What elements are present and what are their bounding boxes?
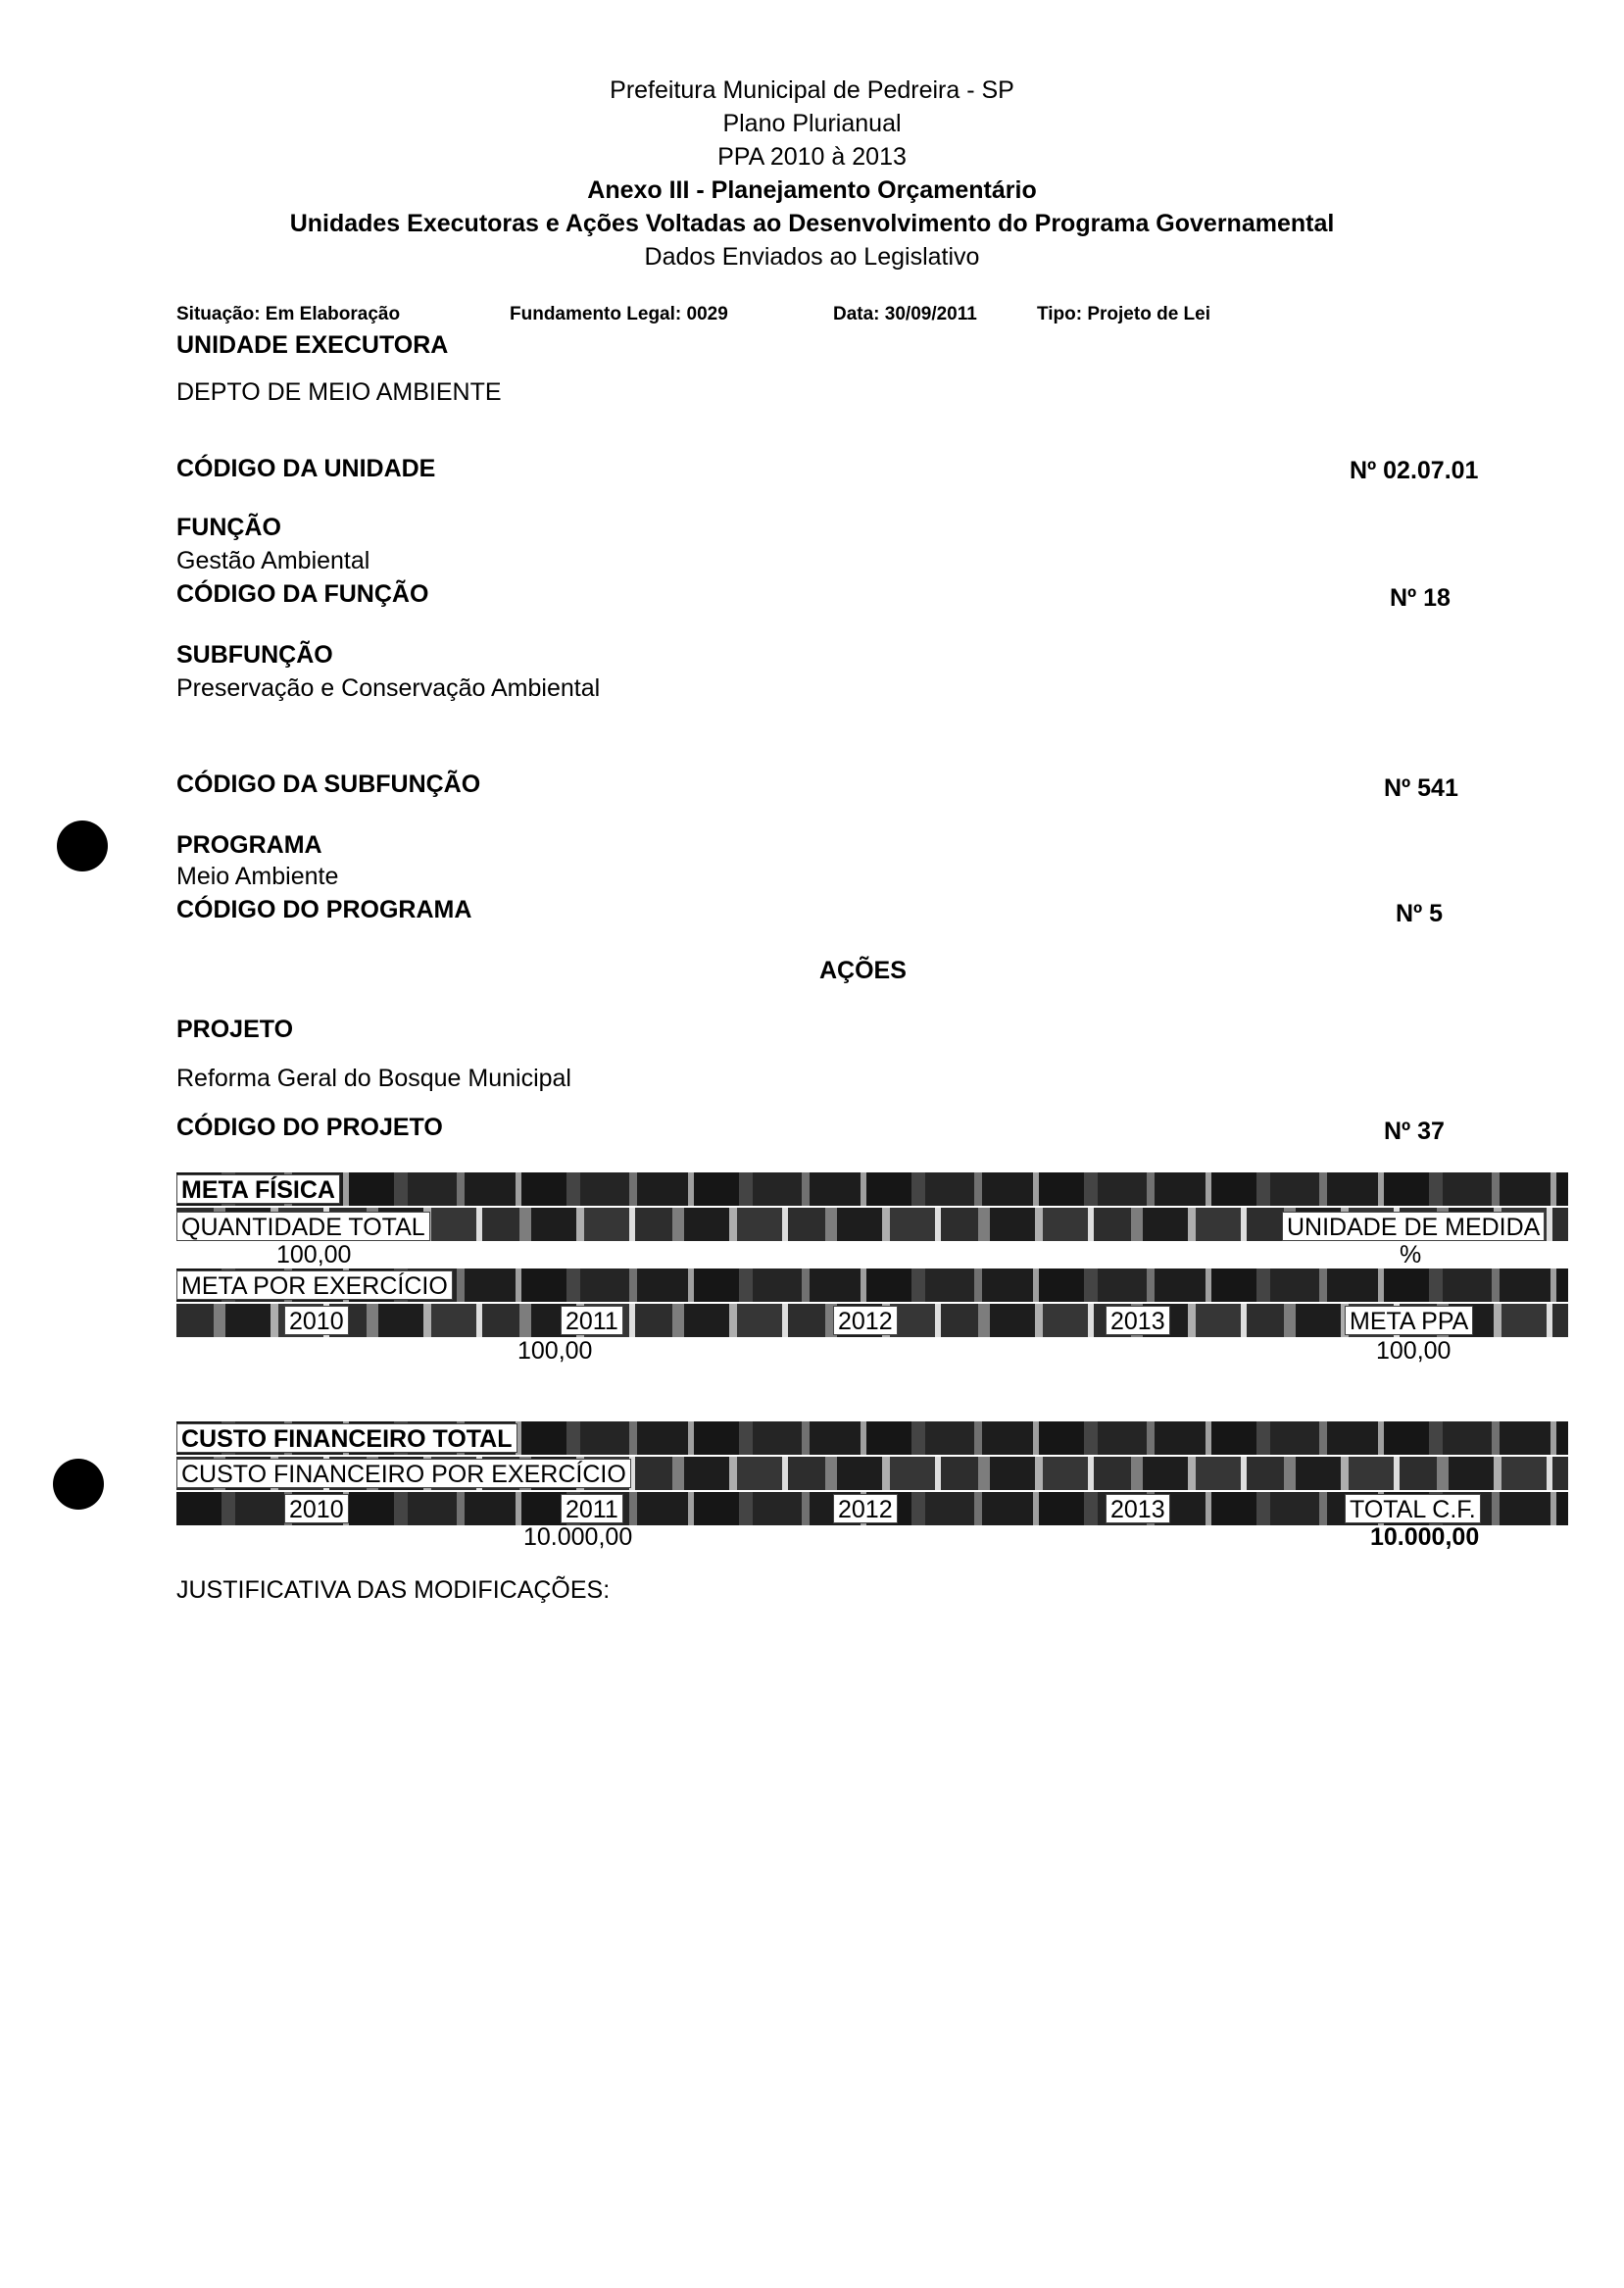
funcao-label: FUNÇÃO <box>176 514 281 541</box>
custo-year-2010: 2010 <box>284 1494 349 1523</box>
projeto-value: Reforma Geral do Bosque Municipal <box>176 1065 571 1092</box>
header-line-1: Prefeitura Municipal de Pedreira - SP <box>610 76 1014 104</box>
codigo-programa-label: CÓDIGO DO PROGRAMA <box>176 896 472 923</box>
fundamento-legal: Fundamento Legal: 0029 <box>510 304 728 324</box>
unidade-medida-value: % <box>1400 1241 1422 1268</box>
acoes-title: AÇÕES <box>819 957 907 984</box>
codigo-programa-value: Nº 5 <box>1396 900 1444 927</box>
meta-por-exercicio-label: META POR EXERCÍCIO <box>176 1270 453 1300</box>
header-line-3: PPA 2010 à 2013 <box>717 143 907 171</box>
custo-por-exercicio-label: CUSTO FINANCEIRO POR EXERCÍCIO <box>176 1459 631 1488</box>
meta-year-2013: 2013 <box>1106 1306 1170 1335</box>
header-line-4: Anexo III - Planejamento Orçamentário <box>587 176 1037 204</box>
codigo-projeto-value: Nº 37 <box>1384 1118 1445 1145</box>
justificativa-label: JUSTIFICATIVA DAS MODIFICAÇÕES: <box>176 1576 611 1604</box>
subfuncao-value: Preservação e Conservação Ambiental <box>176 674 601 702</box>
meta-ppa-label: META PPA <box>1345 1306 1473 1335</box>
codigo-unidade-value: Nº 02.07.01 <box>1350 457 1479 484</box>
data: Data: 30/09/2011 <box>833 304 977 324</box>
meta-2011-value: 100,00 <box>517 1337 593 1365</box>
tipo: Tipo: Projeto de Lei <box>1037 304 1210 324</box>
funcao-value: Gestão Ambiental <box>176 547 370 574</box>
meta-year-2012: 2012 <box>833 1306 898 1335</box>
codigo-funcao-value: Nº 18 <box>1390 584 1451 612</box>
projeto-label: PROJETO <box>176 1016 294 1043</box>
codigo-unidade-label: CÓDIGO DA UNIDADE <box>176 455 436 482</box>
codigo-projeto-label: CÓDIGO DO PROJETO <box>176 1114 443 1141</box>
custo-year-2011: 2011 <box>561 1494 623 1523</box>
quantidade-total-label: QUANTIDADE TOTAL <box>176 1212 430 1241</box>
programa-label: PROGRAMA <box>176 831 322 859</box>
punch-hole <box>53 1459 104 1510</box>
unidade-value: DEPTO DE MEIO AMBIENTE <box>176 378 502 406</box>
header-line-5: Unidades Executoras e Ações Voltadas ao Desenvolvimento do Programa Governamental <box>289 210 1335 237</box>
total-cf-label: TOTAL C.F. <box>1345 1494 1481 1523</box>
meta-fisica-label: META FÍSICA <box>176 1174 340 1204</box>
codigo-subfuncao-label: CÓDIGO DA SUBFUNÇÃO <box>176 771 481 798</box>
unidade-label: UNIDADE EXECUTORA <box>176 331 449 359</box>
programa-value: Meio Ambiente <box>176 863 339 890</box>
meta-fisica-band <box>176 1172 1568 1206</box>
subfuncao-label: SUBFUNÇÃO <box>176 641 333 669</box>
custo-total-label: CUSTO FINANCEIRO TOTAL <box>176 1423 517 1453</box>
header-line-2: Plano Plurianual <box>722 110 902 137</box>
quantidade-total-value: 100,00 <box>276 1241 352 1268</box>
situacao: Situação: Em Elaboração <box>176 304 401 324</box>
meta-year-2011: 2011 <box>561 1306 623 1335</box>
codigo-subfuncao-value: Nº 541 <box>1384 774 1458 802</box>
meta-year-2010: 2010 <box>284 1306 349 1335</box>
unidade-medida-label: UNIDADE DE MEDIDA <box>1282 1212 1545 1241</box>
codigo-funcao-label: CÓDIGO DA FUNÇÃO <box>176 580 429 608</box>
custo-2011-value: 10.000,00 <box>523 1523 633 1551</box>
custo-year-2013: 2013 <box>1106 1494 1170 1523</box>
punch-hole <box>57 821 108 871</box>
header-line-6: Dados Enviados ao Legislativo <box>644 243 980 271</box>
custo-year-2012: 2012 <box>833 1494 898 1523</box>
meta-ppa-value: 100,00 <box>1376 1337 1452 1365</box>
total-cf-value: 10.000,00 <box>1370 1523 1480 1551</box>
